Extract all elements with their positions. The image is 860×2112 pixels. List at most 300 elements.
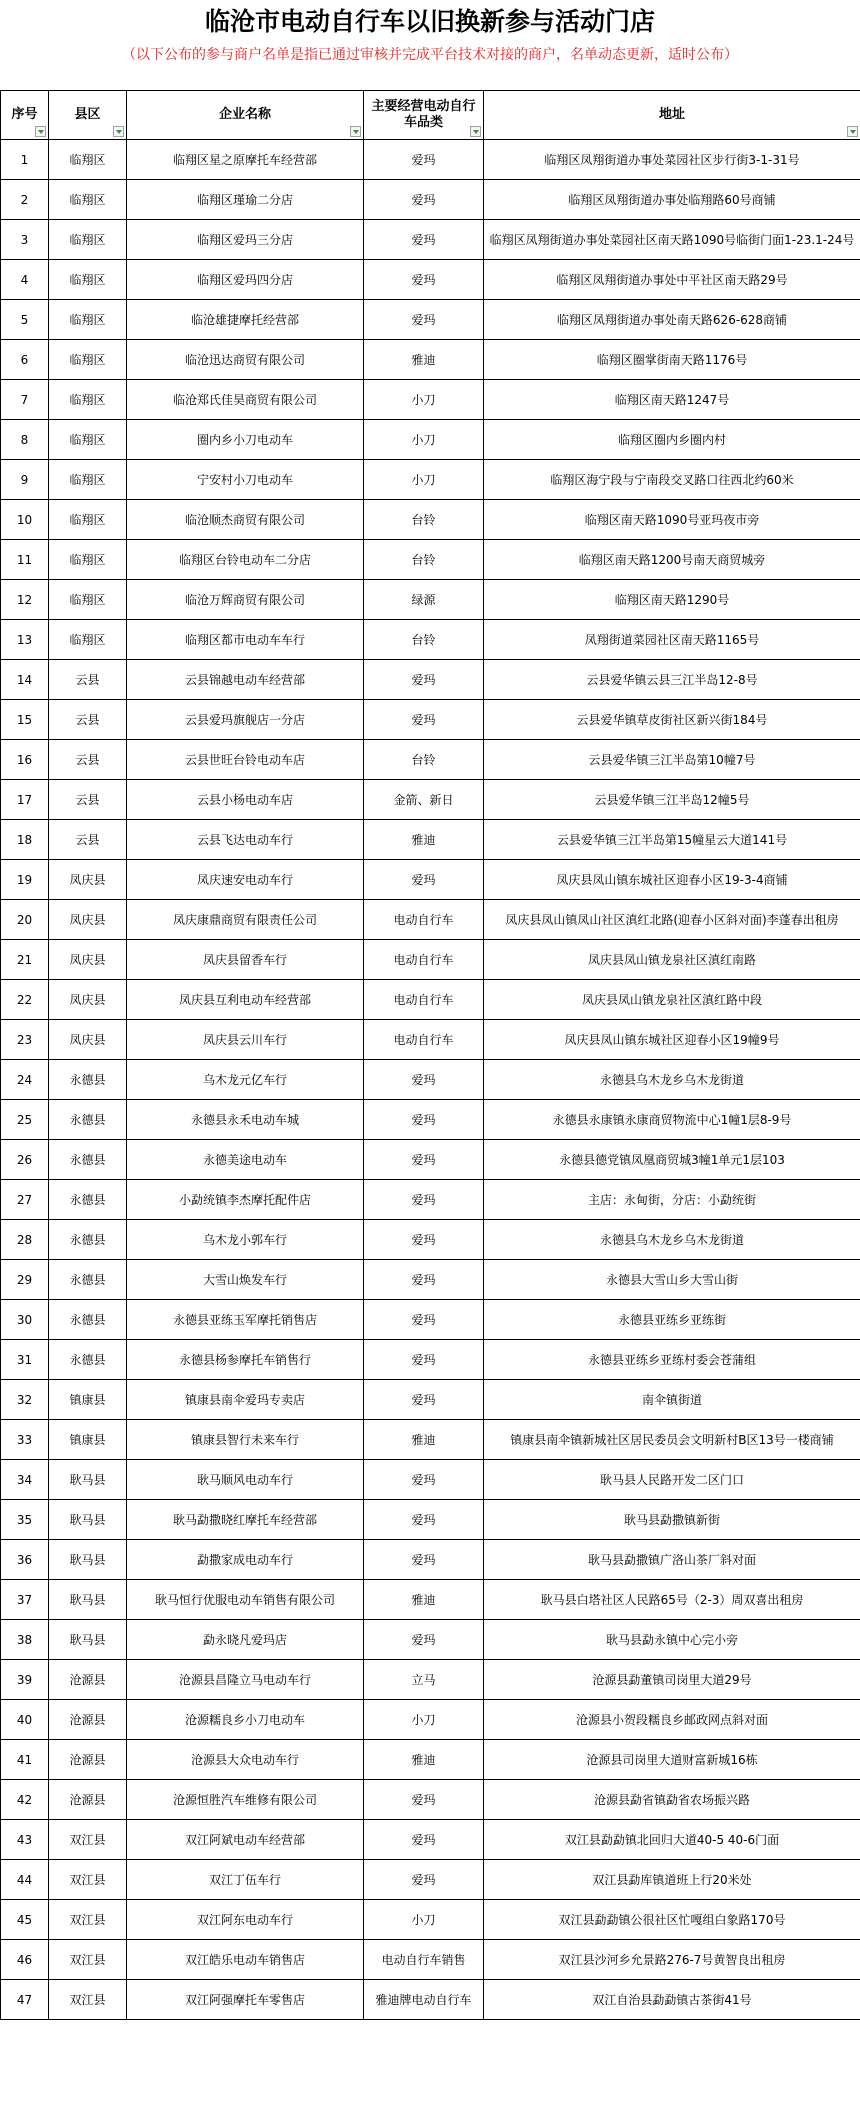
cell-index: 5 xyxy=(1,300,49,340)
table-row xyxy=(1,180,860,220)
cell-county: 双江县 xyxy=(49,1900,127,1940)
cell-address: 云县爱华镇三江半岛12幢5号 xyxy=(484,780,860,820)
cell-county: 永德县 xyxy=(49,1060,127,1100)
column-header-label: 序号 xyxy=(11,107,38,122)
cell-brand: 台铃 xyxy=(364,740,484,780)
cell-address: 耿马县勐撒镇广洛山茶厂斜对面 xyxy=(484,1540,860,1580)
table-row xyxy=(1,340,860,380)
cell-brand: 爱玛 xyxy=(364,1060,484,1100)
cell-address: 永德县大雪山乡大雪山街 xyxy=(484,1260,860,1300)
cell-address: 双江县勐库镇道班上行20米处 xyxy=(484,1860,860,1900)
cell-brand: 爱玛 xyxy=(364,1300,484,1340)
table-row xyxy=(1,220,860,260)
filter-dropdown-icon[interactable] xyxy=(470,126,481,137)
cell-address: 永德县乌木龙乡乌木龙街道 xyxy=(484,1060,860,1100)
table-row xyxy=(1,820,860,860)
table-row xyxy=(1,1380,860,1420)
table-row xyxy=(1,140,860,180)
cell-address: 凤庆县凤山镇龙泉社区滇红南路 xyxy=(484,940,860,980)
cell-brand: 立马 xyxy=(364,1660,484,1700)
cell-address: 临翔区南天路1200号南天商贸城旁 xyxy=(484,540,860,580)
cell-address: 临翔区凤翔街道办事处菜园社区南天路1090号临街门面1-23.1-24号 xyxy=(484,220,860,260)
cell-brand: 爱玛 xyxy=(364,1500,484,1540)
table-row xyxy=(1,1500,860,1540)
cell-brand: 爱玛 xyxy=(364,1620,484,1660)
cell-address: 双江自治县勐勐镇古茶街41号 xyxy=(484,1980,860,2020)
cell-brand: 电动自行车 xyxy=(364,940,484,980)
cell-address: 沧源县小贺段糯良乡邮政网点斜对面 xyxy=(484,1700,860,1740)
cell-company: 临翔区都市电动车车行 xyxy=(127,620,364,660)
cell-company: 勐撒家成电动车行 xyxy=(127,1540,364,1580)
table-row xyxy=(1,1140,860,1180)
cell-brand: 台铃 xyxy=(364,540,484,580)
cell-brand: 雅迪 xyxy=(364,340,484,380)
cell-company: 镇康县智行未来车行 xyxy=(127,1420,364,1460)
table-row xyxy=(1,1580,860,1620)
cell-index: 30 xyxy=(1,1300,49,1340)
cell-address: 凤庆县凤山镇东城社区迎春小区19-3-4商铺 xyxy=(484,860,860,900)
cell-company: 凤庆康鼎商贸有限责任公司 xyxy=(127,900,364,940)
cell-county: 临翔区 xyxy=(49,540,127,580)
cell-company: 永德县杨参摩托车销售行 xyxy=(127,1340,364,1380)
cell-company: 云县飞达电动车行 xyxy=(127,820,364,860)
table-row xyxy=(1,1180,860,1220)
cell-company: 沧源县大众电动车行 xyxy=(127,1740,364,1780)
cell-index: 24 xyxy=(1,1060,49,1100)
cell-brand: 台铃 xyxy=(364,620,484,660)
cell-county: 镇康县 xyxy=(49,1380,127,1420)
cell-brand: 台铃 xyxy=(364,500,484,540)
table-row xyxy=(1,700,860,740)
cell-company: 永德美途电动车 xyxy=(127,1140,364,1180)
cell-county: 云县 xyxy=(49,660,127,700)
cell-brand: 爱玛 xyxy=(364,1220,484,1260)
cell-county: 沧源县 xyxy=(49,1740,127,1780)
cell-brand: 爱玛 xyxy=(364,1100,484,1140)
cell-index: 32 xyxy=(1,1380,49,1420)
table-row xyxy=(1,860,860,900)
table-header-row xyxy=(1,91,860,140)
cell-address: 临翔区海宁段与宁南段交叉路口往西北约60米 xyxy=(484,460,860,500)
table-row xyxy=(1,460,860,500)
table-row xyxy=(1,1420,860,1460)
cell-county: 临翔区 xyxy=(49,260,127,300)
cell-county: 云县 xyxy=(49,780,127,820)
cell-brand: 小刀 xyxy=(364,460,484,500)
column-header-brand xyxy=(364,91,484,140)
cell-address: 凤庆县凤山镇东城社区迎春小区19幢9号 xyxy=(484,1020,860,1060)
cell-index: 21 xyxy=(1,940,49,980)
cell-county: 永德县 xyxy=(49,1220,127,1260)
cell-index: 46 xyxy=(1,1940,49,1980)
cell-address: 临翔区凤翔街道办事处菜园社区步行街3-1-31号 xyxy=(484,140,860,180)
cell-company: 双江阿东电动车行 xyxy=(127,1900,364,1940)
cell-brand: 绿源 xyxy=(364,580,484,620)
cell-address: 云县爱华镇三江半岛第15幢星云大道141号 xyxy=(484,820,860,860)
cell-brand: 爱玛 xyxy=(364,660,484,700)
cell-brand: 雅迪牌电动自行车 xyxy=(364,1980,484,2020)
cell-company: 云县世旺台铃电动车店 xyxy=(127,740,364,780)
cell-address: 双江县沙河乡允景路276-7号黄智良出租房 xyxy=(484,1940,860,1980)
cell-index: 28 xyxy=(1,1220,49,1260)
cell-address: 沧源县勐董镇司岗里大道29号 xyxy=(484,1660,860,1700)
table-row xyxy=(1,1460,860,1500)
cell-index: 12 xyxy=(1,580,49,620)
cell-brand: 小刀 xyxy=(364,380,484,420)
cell-address: 永德县德党镇凤凰商贸城3幢1单元1层103 xyxy=(484,1140,860,1180)
table-row xyxy=(1,1820,860,1860)
cell-county: 临翔区 xyxy=(49,340,127,380)
cell-county: 凤庆县 xyxy=(49,900,127,940)
cell-company: 勐永晓凡爱玛店 xyxy=(127,1620,364,1660)
filter-dropdown-icon[interactable] xyxy=(847,126,858,137)
filter-dropdown-icon[interactable] xyxy=(35,126,46,137)
cell-address: 临翔区南天路1247号 xyxy=(484,380,860,420)
cell-company: 镇康县南伞爱玛专卖店 xyxy=(127,1380,364,1420)
cell-index: 6 xyxy=(1,340,49,380)
cell-brand: 爱玛 xyxy=(364,1460,484,1500)
table-row xyxy=(1,1900,860,1940)
cell-county: 镇康县 xyxy=(49,1420,127,1460)
cell-county: 永德县 xyxy=(49,1260,127,1300)
table-body xyxy=(1,140,860,2020)
cell-index: 42 xyxy=(1,1780,49,1820)
cell-company: 临翔区爱玛三分店 xyxy=(127,220,364,260)
cell-brand: 爱玛 xyxy=(364,1780,484,1820)
column-header-label: 主要经营电动自行车品类 xyxy=(371,99,476,130)
cell-index: 10 xyxy=(1,500,49,540)
cell-brand: 爱玛 xyxy=(364,1820,484,1860)
cell-company: 云县爱玛旗舰店一分店 xyxy=(127,700,364,740)
table-row xyxy=(1,940,860,980)
cell-index: 18 xyxy=(1,820,49,860)
cell-company: 临沧迅达商贸有限公司 xyxy=(127,340,364,380)
cell-company: 临翔区台铃电动车二分店 xyxy=(127,540,364,580)
cell-address: 云县爱华镇云县三江半岛12-8号 xyxy=(484,660,860,700)
table-row xyxy=(1,300,860,340)
table-row xyxy=(1,1300,860,1340)
cell-index: 26 xyxy=(1,1140,49,1180)
cell-county: 临翔区 xyxy=(49,220,127,260)
cell-county: 双江县 xyxy=(49,1940,127,1980)
cell-address: 临翔区凤翔街道办事处临翔路60号商铺 xyxy=(484,180,860,220)
cell-company: 临沧郑氏佳昊商贸有限公司 xyxy=(127,380,364,420)
cell-brand: 雅迪 xyxy=(364,1740,484,1780)
cell-company: 临沧顺杰商贸有限公司 xyxy=(127,500,364,540)
cell-brand: 金箭、新日 xyxy=(364,780,484,820)
cell-brand: 小刀 xyxy=(364,1700,484,1740)
cell-brand: 爱玛 xyxy=(364,140,484,180)
table-row xyxy=(1,1620,860,1660)
cell-index: 17 xyxy=(1,780,49,820)
cell-index: 31 xyxy=(1,1340,49,1380)
cell-brand: 电动自行车 xyxy=(364,900,484,940)
cell-company: 临沧雄捷摩托经营部 xyxy=(127,300,364,340)
cell-county: 凤庆县 xyxy=(49,1020,127,1060)
cell-county: 沧源县 xyxy=(49,1660,127,1700)
cell-address: 凤庆县凤山镇龙泉社区滇红路中段 xyxy=(484,980,860,1020)
cell-brand: 爱玛 xyxy=(364,860,484,900)
table-row xyxy=(1,740,860,780)
column-header-county xyxy=(49,91,127,140)
table-row xyxy=(1,1740,860,1780)
cell-company: 耿马恒行优服电动车销售有限公司 xyxy=(127,1580,364,1620)
cell-brand: 爱玛 xyxy=(364,180,484,220)
cell-index: 9 xyxy=(1,460,49,500)
table-row xyxy=(1,260,860,300)
cell-index: 34 xyxy=(1,1460,49,1500)
cell-index: 20 xyxy=(1,900,49,940)
table-row xyxy=(1,780,860,820)
table-row xyxy=(1,900,860,940)
notice-text: （以下公布的参与商户名单是指已通过审核并完成平台技术对接的商户，名单动态更新，适时公布） xyxy=(122,47,738,63)
cell-index: 14 xyxy=(1,660,49,700)
table-row xyxy=(1,420,860,460)
table-row xyxy=(1,1100,860,1140)
cell-brand: 爱玛 xyxy=(364,1540,484,1580)
table-row xyxy=(1,1660,860,1700)
cell-company: 云县锦越电动车经营部 xyxy=(127,660,364,700)
cell-address: 临翔区圈掌街南天路1176号 xyxy=(484,340,860,380)
cell-company: 凤庆县留香车行 xyxy=(127,940,364,980)
cell-company: 凤庆县云川车行 xyxy=(127,1020,364,1060)
cell-address: 南伞镇街道 xyxy=(484,1380,860,1420)
cell-company: 双江阿斌电动车经营部 xyxy=(127,1820,364,1860)
cell-brand: 小刀 xyxy=(364,1900,484,1940)
cell-company: 耿马勐撒晓红摩托车经营部 xyxy=(127,1500,364,1540)
cell-index: 22 xyxy=(1,980,49,1020)
cell-index: 7 xyxy=(1,380,49,420)
cell-index: 19 xyxy=(1,860,49,900)
column-header-index xyxy=(1,91,49,140)
cell-company: 凤庆速安电动车行 xyxy=(127,860,364,900)
cell-company: 临翔区爱玛四分店 xyxy=(127,260,364,300)
cell-county: 临翔区 xyxy=(49,380,127,420)
cell-company: 乌木龙小郭车行 xyxy=(127,1220,364,1260)
cell-county: 临翔区 xyxy=(49,180,127,220)
cell-county: 双江县 xyxy=(49,1820,127,1860)
cell-county: 临翔区 xyxy=(49,500,127,540)
cell-company: 大雪山焕发车行 xyxy=(127,1260,364,1300)
cell-index: 29 xyxy=(1,1260,49,1300)
cell-company: 耿马顺风电动车行 xyxy=(127,1460,364,1500)
cell-address: 云县爱华镇草皮街社区新兴街184号 xyxy=(484,700,860,740)
cell-address: 永德县乌木龙乡乌木龙街道 xyxy=(484,1220,860,1260)
cell-address: 临翔区南天路1290号 xyxy=(484,580,860,620)
page-title: 临沧市电动自行车以旧换新参与活动门店 xyxy=(204,7,655,36)
cell-brand: 电动自行车 xyxy=(364,1020,484,1060)
cell-address: 双江县勐勐镇公很社区忙嘎组白象路170号 xyxy=(484,1900,860,1940)
table-row xyxy=(1,1540,860,1580)
cell-index: 25 xyxy=(1,1100,49,1140)
cell-index: 36 xyxy=(1,1540,49,1580)
column-header-address xyxy=(484,91,860,140)
cell-index: 47 xyxy=(1,1980,49,2020)
cell-index: 33 xyxy=(1,1420,49,1460)
cell-county: 永德县 xyxy=(49,1180,127,1220)
table-row xyxy=(1,1860,860,1900)
cell-index: 13 xyxy=(1,620,49,660)
cell-county: 沧源县 xyxy=(49,1700,127,1740)
column-header-label: 县区 xyxy=(74,107,101,122)
cell-address: 主店：永甸街，分店：小勐统街 xyxy=(484,1180,860,1220)
cell-county: 临翔区 xyxy=(49,620,127,660)
cell-company: 沧源糯良乡小刀电动车 xyxy=(127,1700,364,1740)
cell-address: 云县爱华镇三江半岛第10幢7号 xyxy=(484,740,860,780)
cell-address: 凤庆县凤山镇凤山社区滇红北路(迎春小区斜对面)李蓬春出租房 xyxy=(484,900,860,940)
table-row xyxy=(1,660,860,700)
cell-company: 沧源恒胜汽车维修有限公司 xyxy=(127,1780,364,1820)
cell-index: 4 xyxy=(1,260,49,300)
table-row xyxy=(1,1700,860,1740)
cell-index: 35 xyxy=(1,1500,49,1540)
cell-brand: 爱玛 xyxy=(364,220,484,260)
cell-index: 2 xyxy=(1,180,49,220)
cell-company: 双江阿强摩托车零售店 xyxy=(127,1980,364,2020)
table-row xyxy=(1,1020,860,1060)
cell-brand: 爱玛 xyxy=(364,260,484,300)
cell-brand: 爱玛 xyxy=(364,700,484,740)
table-row xyxy=(1,540,860,580)
cell-county: 临翔区 xyxy=(49,460,127,500)
cell-index: 43 xyxy=(1,1820,49,1860)
cell-address: 沧源县司岗里大道财富新城16栋 xyxy=(484,1740,860,1780)
table-row xyxy=(1,1980,860,2020)
cell-county: 临翔区 xyxy=(49,300,127,340)
cell-index: 41 xyxy=(1,1740,49,1780)
cell-index: 40 xyxy=(1,1700,49,1740)
cell-address: 耿马县人民路开发二区门口 xyxy=(484,1460,860,1500)
cell-address: 永德县亚练乡亚练村委会苍蒲组 xyxy=(484,1340,860,1380)
cell-county: 凤庆县 xyxy=(49,860,127,900)
table-row xyxy=(1,1940,860,1980)
cell-company: 云县小杨电动车店 xyxy=(127,780,364,820)
table-row xyxy=(1,380,860,420)
cell-brand: 电动自行车 xyxy=(364,980,484,1020)
cell-company: 沧源县昌隆立马电动车行 xyxy=(127,1660,364,1700)
cell-county: 云县 xyxy=(49,700,127,740)
cell-county: 耿马县 xyxy=(49,1580,127,1620)
cell-index: 11 xyxy=(1,540,49,580)
cell-brand: 爱玛 xyxy=(364,1180,484,1220)
filter-dropdown-icon[interactable] xyxy=(350,126,361,137)
cell-index: 44 xyxy=(1,1860,49,1900)
cell-county: 永德县 xyxy=(49,1340,127,1380)
cell-brand: 爱玛 xyxy=(364,1380,484,1420)
cell-company: 临沧万辉商贸有限公司 xyxy=(127,580,364,620)
cell-index: 3 xyxy=(1,220,49,260)
cell-county: 永德县 xyxy=(49,1300,127,1340)
cell-address: 沧源县勐省镇勐省农场振兴路 xyxy=(484,1780,860,1820)
cell-county: 双江县 xyxy=(49,1860,127,1900)
cell-brand: 雅迪 xyxy=(364,1580,484,1620)
cell-index: 37 xyxy=(1,1580,49,1620)
cell-address: 耿马县勐永镇中心完小旁 xyxy=(484,1620,860,1660)
cell-county: 耿马县 xyxy=(49,1620,127,1660)
cell-county: 耿马县 xyxy=(49,1540,127,1580)
cell-brand: 爱玛 xyxy=(364,1140,484,1180)
filter-dropdown-icon[interactable] xyxy=(113,126,124,137)
cell-county: 临翔区 xyxy=(49,580,127,620)
table-row xyxy=(1,1260,860,1300)
cell-company: 凤庆县互利电动车经营部 xyxy=(127,980,364,1020)
cell-county: 凤庆县 xyxy=(49,980,127,1020)
cell-address: 临翔区凤翔街道办事处中平社区南天路29号 xyxy=(484,260,860,300)
column-header-company xyxy=(127,91,364,140)
cell-company: 永德县亚练玉军摩托销售店 xyxy=(127,1300,364,1340)
cell-county: 永德县 xyxy=(49,1140,127,1180)
stores-table xyxy=(0,90,860,2020)
cell-address: 耿马县勐撒镇新街 xyxy=(484,1500,860,1540)
cell-company: 乌木龙元亿车行 xyxy=(127,1060,364,1100)
cell-index: 27 xyxy=(1,1180,49,1220)
cell-brand: 雅迪 xyxy=(364,1420,484,1460)
column-header-label: 企业名称 xyxy=(218,107,271,122)
cell-company: 双江皓乐电动车销售店 xyxy=(127,1940,364,1980)
cell-index: 23 xyxy=(1,1020,49,1060)
cell-index: 39 xyxy=(1,1660,49,1700)
cell-county: 云县 xyxy=(49,820,127,860)
cell-company: 双江丁伍车行 xyxy=(127,1860,364,1900)
cell-county: 耿马县 xyxy=(49,1460,127,1500)
cell-brand: 电动自行车销售 xyxy=(364,1940,484,1980)
table-row xyxy=(1,620,860,660)
cell-company: 临翔区星之原摩托车经营部 xyxy=(127,140,364,180)
cell-brand: 爱玛 xyxy=(364,1260,484,1300)
cell-company: 宁安村小刀电动车 xyxy=(127,460,364,500)
cell-company: 临翔区瑾瑜二分店 xyxy=(127,180,364,220)
table-row xyxy=(1,580,860,620)
cell-address: 镇康县南伞镇新城社区居民委员会文明新村B区13号一楼商铺 xyxy=(484,1420,860,1460)
cell-company: 永德县永禾电动车城 xyxy=(127,1100,364,1140)
table-row xyxy=(1,1060,860,1100)
table-row xyxy=(1,1220,860,1260)
cell-address: 永德县永康镇永康商贸物流中心1幢1层8-9号 xyxy=(484,1100,860,1140)
cell-county: 临翔区 xyxy=(49,140,127,180)
cell-brand: 爱玛 xyxy=(364,300,484,340)
cell-company: 圈内乡小刀电动车 xyxy=(127,420,364,460)
cell-index: 8 xyxy=(1,420,49,460)
cell-index: 16 xyxy=(1,740,49,780)
cell-address: 永德县亚练乡亚练街 xyxy=(484,1300,860,1340)
cell-address: 临翔区凤翔街道办事处南天路626-628商铺 xyxy=(484,300,860,340)
cell-address: 临翔区圈内乡圈内村 xyxy=(484,420,860,460)
cell-county: 云县 xyxy=(49,740,127,780)
cell-index: 45 xyxy=(1,1900,49,1940)
cell-county: 沧源县 xyxy=(49,1780,127,1820)
table-row xyxy=(1,500,860,540)
table-row xyxy=(1,1340,860,1380)
cell-brand: 爱玛 xyxy=(364,1860,484,1900)
cell-brand: 雅迪 xyxy=(364,820,484,860)
cell-address: 临翔区南天路1090号亚玛夜市旁 xyxy=(484,500,860,540)
table-row xyxy=(1,980,860,1020)
cell-address: 凤翔街道菜园社区南天路1165号 xyxy=(484,620,860,660)
column-header-label: 地址 xyxy=(658,107,685,122)
cell-address: 双江县勐勐镇北回归大道40-5 40-6门面 xyxy=(484,1820,860,1860)
cell-index: 15 xyxy=(1,700,49,740)
cell-index: 1 xyxy=(1,140,49,180)
cell-address: 耿马县白塔社区人民路65号（2-3）周双喜出租房 xyxy=(484,1580,860,1620)
cell-county: 永德县 xyxy=(49,1100,127,1140)
cell-brand: 小刀 xyxy=(364,420,484,460)
table-row xyxy=(1,1780,860,1820)
cell-county: 耿马县 xyxy=(49,1500,127,1540)
cell-brand: 爱玛 xyxy=(364,1340,484,1380)
cell-index: 38 xyxy=(1,1620,49,1660)
cell-company: 小勐统镇李杰摩托配件店 xyxy=(127,1180,364,1220)
cell-county: 临翔区 xyxy=(49,420,127,460)
